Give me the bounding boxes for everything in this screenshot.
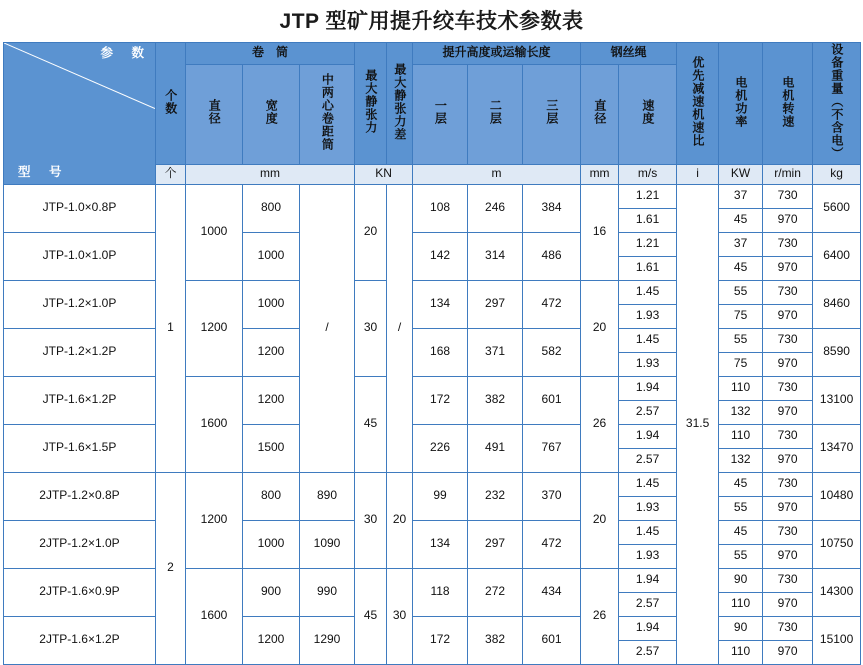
cell-width: 800 <box>243 184 300 232</box>
cell-layer1: 168 <box>413 328 468 376</box>
cell-layer1: 108 <box>413 184 468 232</box>
cell-motor-power: 110 <box>719 424 763 448</box>
cell-motor-power: 55 <box>719 280 763 304</box>
cell-width: 1500 <box>243 424 300 472</box>
cell-layer3: 601 <box>523 616 581 664</box>
cell-equipment-weight: 10480 <box>813 472 861 520</box>
cell-equipment-weight: 5600 <box>813 184 861 232</box>
col-header-layer2: 二层 <box>468 64 523 164</box>
cell-diameter: 1600 <box>186 376 243 472</box>
cell-motor-speed: 730 <box>763 232 813 256</box>
table-row <box>4 472 861 496</box>
cell-max-static-tension: 30 <box>355 280 387 376</box>
cell-layer3: 434 <box>523 568 581 616</box>
cell-motor-speed: 970 <box>763 544 813 568</box>
corner-param-label: 参 数 <box>100 46 147 60</box>
cell-diameter: 1200 <box>186 472 243 568</box>
cell-speed: 1.45 <box>619 472 677 496</box>
cell-speed: 1.94 <box>619 376 677 400</box>
cell-layer3: 486 <box>523 232 581 280</box>
group-header-lift-height: 提升高度或运输长度 <box>413 43 581 65</box>
cell-rope-diameter: 20 <box>581 472 619 568</box>
cell-max-static-tension-diff: / <box>387 184 413 472</box>
cell-layer1: 118 <box>413 568 468 616</box>
cell-motor-speed: 730 <box>763 280 813 304</box>
cell-motor-power: 90 <box>719 568 763 592</box>
cell-layer1: 99 <box>413 472 468 520</box>
cell-drum-count: 2 <box>156 472 186 664</box>
cell-layer1: 172 <box>413 376 468 424</box>
cell-motor-power: 45 <box>719 208 763 232</box>
table-row <box>4 520 861 544</box>
cell-width: 1200 <box>243 376 300 424</box>
cell-equipment-weight: 13470 <box>813 424 861 472</box>
cell-layer2: 246 <box>468 184 523 232</box>
cell-motor-speed: 970 <box>763 304 813 328</box>
cell-motor-power: 110 <box>719 592 763 616</box>
cell-max-static-tension: 20 <box>355 184 387 280</box>
cell-width: 900 <box>243 568 300 616</box>
cell-motor-power: 55 <box>719 496 763 520</box>
cell-motor-speed: 730 <box>763 376 813 400</box>
unit-length-m: m <box>413 164 581 184</box>
cell-motor-speed: 970 <box>763 208 813 232</box>
col-header-motor-speed: 电机转速 <box>763 43 813 165</box>
cell-speed: 1.93 <box>619 352 677 376</box>
cell-diameter: 1200 <box>186 280 243 376</box>
header-group-row <box>4 43 861 65</box>
cell-motor-power: 90 <box>719 616 763 640</box>
cell-speed: 2.57 <box>619 448 677 472</box>
cell-motor-speed: 730 <box>763 568 813 592</box>
col-header-layer1: 一层 <box>413 64 468 164</box>
col-header-motor-power: 电机功率 <box>719 43 763 165</box>
cell-motor-speed: 970 <box>763 256 813 280</box>
cell-motor-power: 55 <box>719 328 763 352</box>
cell-rope-diameter: 20 <box>581 280 619 376</box>
unit-speed: m/s <box>619 164 677 184</box>
cell-motor-speed: 970 <box>763 448 813 472</box>
cell-equipment-weight: 8460 <box>813 280 861 328</box>
corner-header <box>4 43 156 185</box>
table-row <box>4 328 861 352</box>
cell-layer3: 767 <box>523 424 581 472</box>
cell-center-distance: / <box>300 184 355 472</box>
cell-layer3: 384 <box>523 184 581 232</box>
cell-diameter: 1000 <box>186 184 243 280</box>
group-header-drum: 卷 筒 <box>186 43 355 65</box>
col-header-rope-diameter: 直径 <box>581 64 619 164</box>
cell-motor-speed: 970 <box>763 352 813 376</box>
cell-speed: 1.93 <box>619 544 677 568</box>
cell-drum-count: 1 <box>156 184 186 472</box>
cell-speed: 2.57 <box>619 400 677 424</box>
cell-motor-power: 37 <box>719 232 763 256</box>
cell-motor-power: 110 <box>719 376 763 400</box>
cell-motor-power: 132 <box>719 448 763 472</box>
cell-center-distance: 1090 <box>300 520 355 568</box>
cell-motor-speed: 730 <box>763 424 813 448</box>
unit-count: 个 <box>156 164 186 184</box>
cell-center-distance: 890 <box>300 472 355 520</box>
col-header-max-static-tension: 最大静张力 <box>355 43 387 165</box>
corner-model-label: 型 号 <box>18 165 65 180</box>
col-header-diameter: 直径 <box>186 64 243 164</box>
unit-motor-rpm: r/min <box>763 164 813 184</box>
unit-weight: kg <box>813 164 861 184</box>
cell-motor-power: 55 <box>719 544 763 568</box>
cell-model: 2JTP-1.2×0.8P <box>4 472 156 520</box>
cell-speed: 2.57 <box>619 640 677 664</box>
cell-width: 800 <box>243 472 300 520</box>
cell-speed: 1.61 <box>619 256 677 280</box>
spec-table <box>3 42 861 665</box>
cell-motor-speed: 730 <box>763 520 813 544</box>
cell-width: 1200 <box>243 616 300 664</box>
unit-tension-kn: KN <box>355 164 413 184</box>
cell-rope-diameter: 16 <box>581 184 619 280</box>
unit-power: KW <box>719 164 763 184</box>
cell-layer2: 232 <box>468 472 523 520</box>
cell-motor-power: 45 <box>719 520 763 544</box>
cell-layer1: 142 <box>413 232 468 280</box>
cell-motor-power: 75 <box>719 304 763 328</box>
cell-motor-speed: 730 <box>763 328 813 352</box>
col-header-center-distance: 中两心卷距筒 <box>300 64 355 164</box>
cell-model: JTP-1.2×1.2P <box>4 328 156 376</box>
cell-speed: 1.94 <box>619 616 677 640</box>
cell-motor-speed: 970 <box>763 640 813 664</box>
table-row <box>4 232 861 256</box>
cell-equipment-weight: 15100 <box>813 616 861 664</box>
cell-max-static-tension-diff: 20 <box>387 472 413 568</box>
cell-speed: 1.94 <box>619 568 677 592</box>
cell-motor-power: 37 <box>719 184 763 208</box>
cell-reducer-ratio: 31.5 <box>677 184 719 664</box>
cell-model: JTP-1.6×1.2P <box>4 376 156 424</box>
cell-model: JTP-1.2×1.0P <box>4 280 156 328</box>
col-header-layer3: 三层 <box>523 64 581 164</box>
unit-rope-mm: mm <box>581 164 619 184</box>
table-row <box>4 424 861 448</box>
cell-layer2: 314 <box>468 232 523 280</box>
cell-model: 2JTP-1.2×1.0P <box>4 520 156 568</box>
cell-max-static-tension-diff: 30 <box>387 568 413 664</box>
cell-motor-power: 110 <box>719 640 763 664</box>
cell-speed: 1.61 <box>619 208 677 232</box>
cell-center-distance: 1290 <box>300 616 355 664</box>
cell-equipment-weight: 14300 <box>813 568 861 616</box>
cell-layer2: 272 <box>468 568 523 616</box>
cell-layer3: 472 <box>523 520 581 568</box>
cell-max-static-tension: 45 <box>355 568 387 664</box>
cell-max-static-tension: 30 <box>355 472 387 568</box>
cell-motor-speed: 730 <box>763 616 813 640</box>
cell-center-distance: 990 <box>300 568 355 616</box>
unit-ratio: i <box>677 164 719 184</box>
cell-layer1: 134 <box>413 520 468 568</box>
cell-motor-power: 45 <box>719 472 763 496</box>
unit-drum-mm: mm <box>186 164 355 184</box>
cell-rope-diameter: 26 <box>581 568 619 664</box>
cell-model: 2JTP-1.6×1.2P <box>4 616 156 664</box>
cell-motor-speed: 970 <box>763 496 813 520</box>
cell-speed: 1.45 <box>619 520 677 544</box>
cell-speed: 1.21 <box>619 232 677 256</box>
cell-width: 1000 <box>243 520 300 568</box>
cell-model: JTP-1.0×1.0P <box>4 232 156 280</box>
cell-speed: 1.45 <box>619 280 677 304</box>
cell-layer1: 226 <box>413 424 468 472</box>
cell-layer3: 472 <box>523 280 581 328</box>
table-body <box>4 184 861 664</box>
col-header-equipment-weight: 设备重量（不含电） <box>813 43 861 165</box>
cell-layer2: 382 <box>468 376 523 424</box>
table-row <box>4 616 861 640</box>
group-header-wire-rope: 钢丝绳 <box>581 43 677 65</box>
col-header-width: 宽度 <box>243 64 300 164</box>
cell-motor-speed: 970 <box>763 400 813 424</box>
cell-model: JTP-1.6×1.5P <box>4 424 156 472</box>
cell-layer3: 582 <box>523 328 581 376</box>
table-row <box>4 184 861 208</box>
cell-equipment-weight: 13100 <box>813 376 861 424</box>
cell-equipment-weight: 10750 <box>813 520 861 568</box>
cell-motor-speed: 970 <box>763 592 813 616</box>
cell-layer1: 172 <box>413 616 468 664</box>
cell-width: 1000 <box>243 232 300 280</box>
cell-layer2: 371 <box>468 328 523 376</box>
cell-model: JTP-1.0×0.8P <box>4 184 156 232</box>
cell-model: 2JTP-1.6×0.9P <box>4 568 156 616</box>
cell-width: 1200 <box>243 328 300 376</box>
cell-width: 1000 <box>243 280 300 328</box>
cell-layer1: 134 <box>413 280 468 328</box>
col-header-count: 个数 <box>156 43 186 165</box>
cell-equipment-weight: 6400 <box>813 232 861 280</box>
cell-motor-speed: 730 <box>763 184 813 208</box>
col-header-reducer-ratio: 优先减速机速比 <box>677 43 719 165</box>
cell-layer3: 370 <box>523 472 581 520</box>
table-row <box>4 568 861 592</box>
table-row <box>4 280 861 304</box>
cell-layer2: 382 <box>468 616 523 664</box>
cell-diameter: 1600 <box>186 568 243 664</box>
cell-speed: 1.21 <box>619 184 677 208</box>
cell-speed: 1.94 <box>619 424 677 448</box>
cell-max-static-tension: 45 <box>355 376 387 472</box>
cell-speed: 1.93 <box>619 304 677 328</box>
cell-motor-power: 45 <box>719 256 763 280</box>
cell-speed: 1.45 <box>619 328 677 352</box>
cell-motor-power: 75 <box>719 352 763 376</box>
cell-rope-diameter: 26 <box>581 376 619 472</box>
cell-layer2: 491 <box>468 424 523 472</box>
cell-layer2: 297 <box>468 280 523 328</box>
cell-layer2: 297 <box>468 520 523 568</box>
cell-equipment-weight: 8590 <box>813 328 861 376</box>
table-row <box>4 376 861 400</box>
col-header-speed: 速度 <box>619 64 677 164</box>
cell-speed: 1.93 <box>619 496 677 520</box>
col-header-max-static-tension-diff: 最大静张力差 <box>387 43 413 165</box>
page-title: JTP 型矿用提升绞车技术参数表 <box>279 10 584 33</box>
cell-motor-power: 132 <box>719 400 763 424</box>
cell-layer3: 601 <box>523 376 581 424</box>
cell-motor-speed: 730 <box>763 472 813 496</box>
cell-speed: 2.57 <box>619 592 677 616</box>
